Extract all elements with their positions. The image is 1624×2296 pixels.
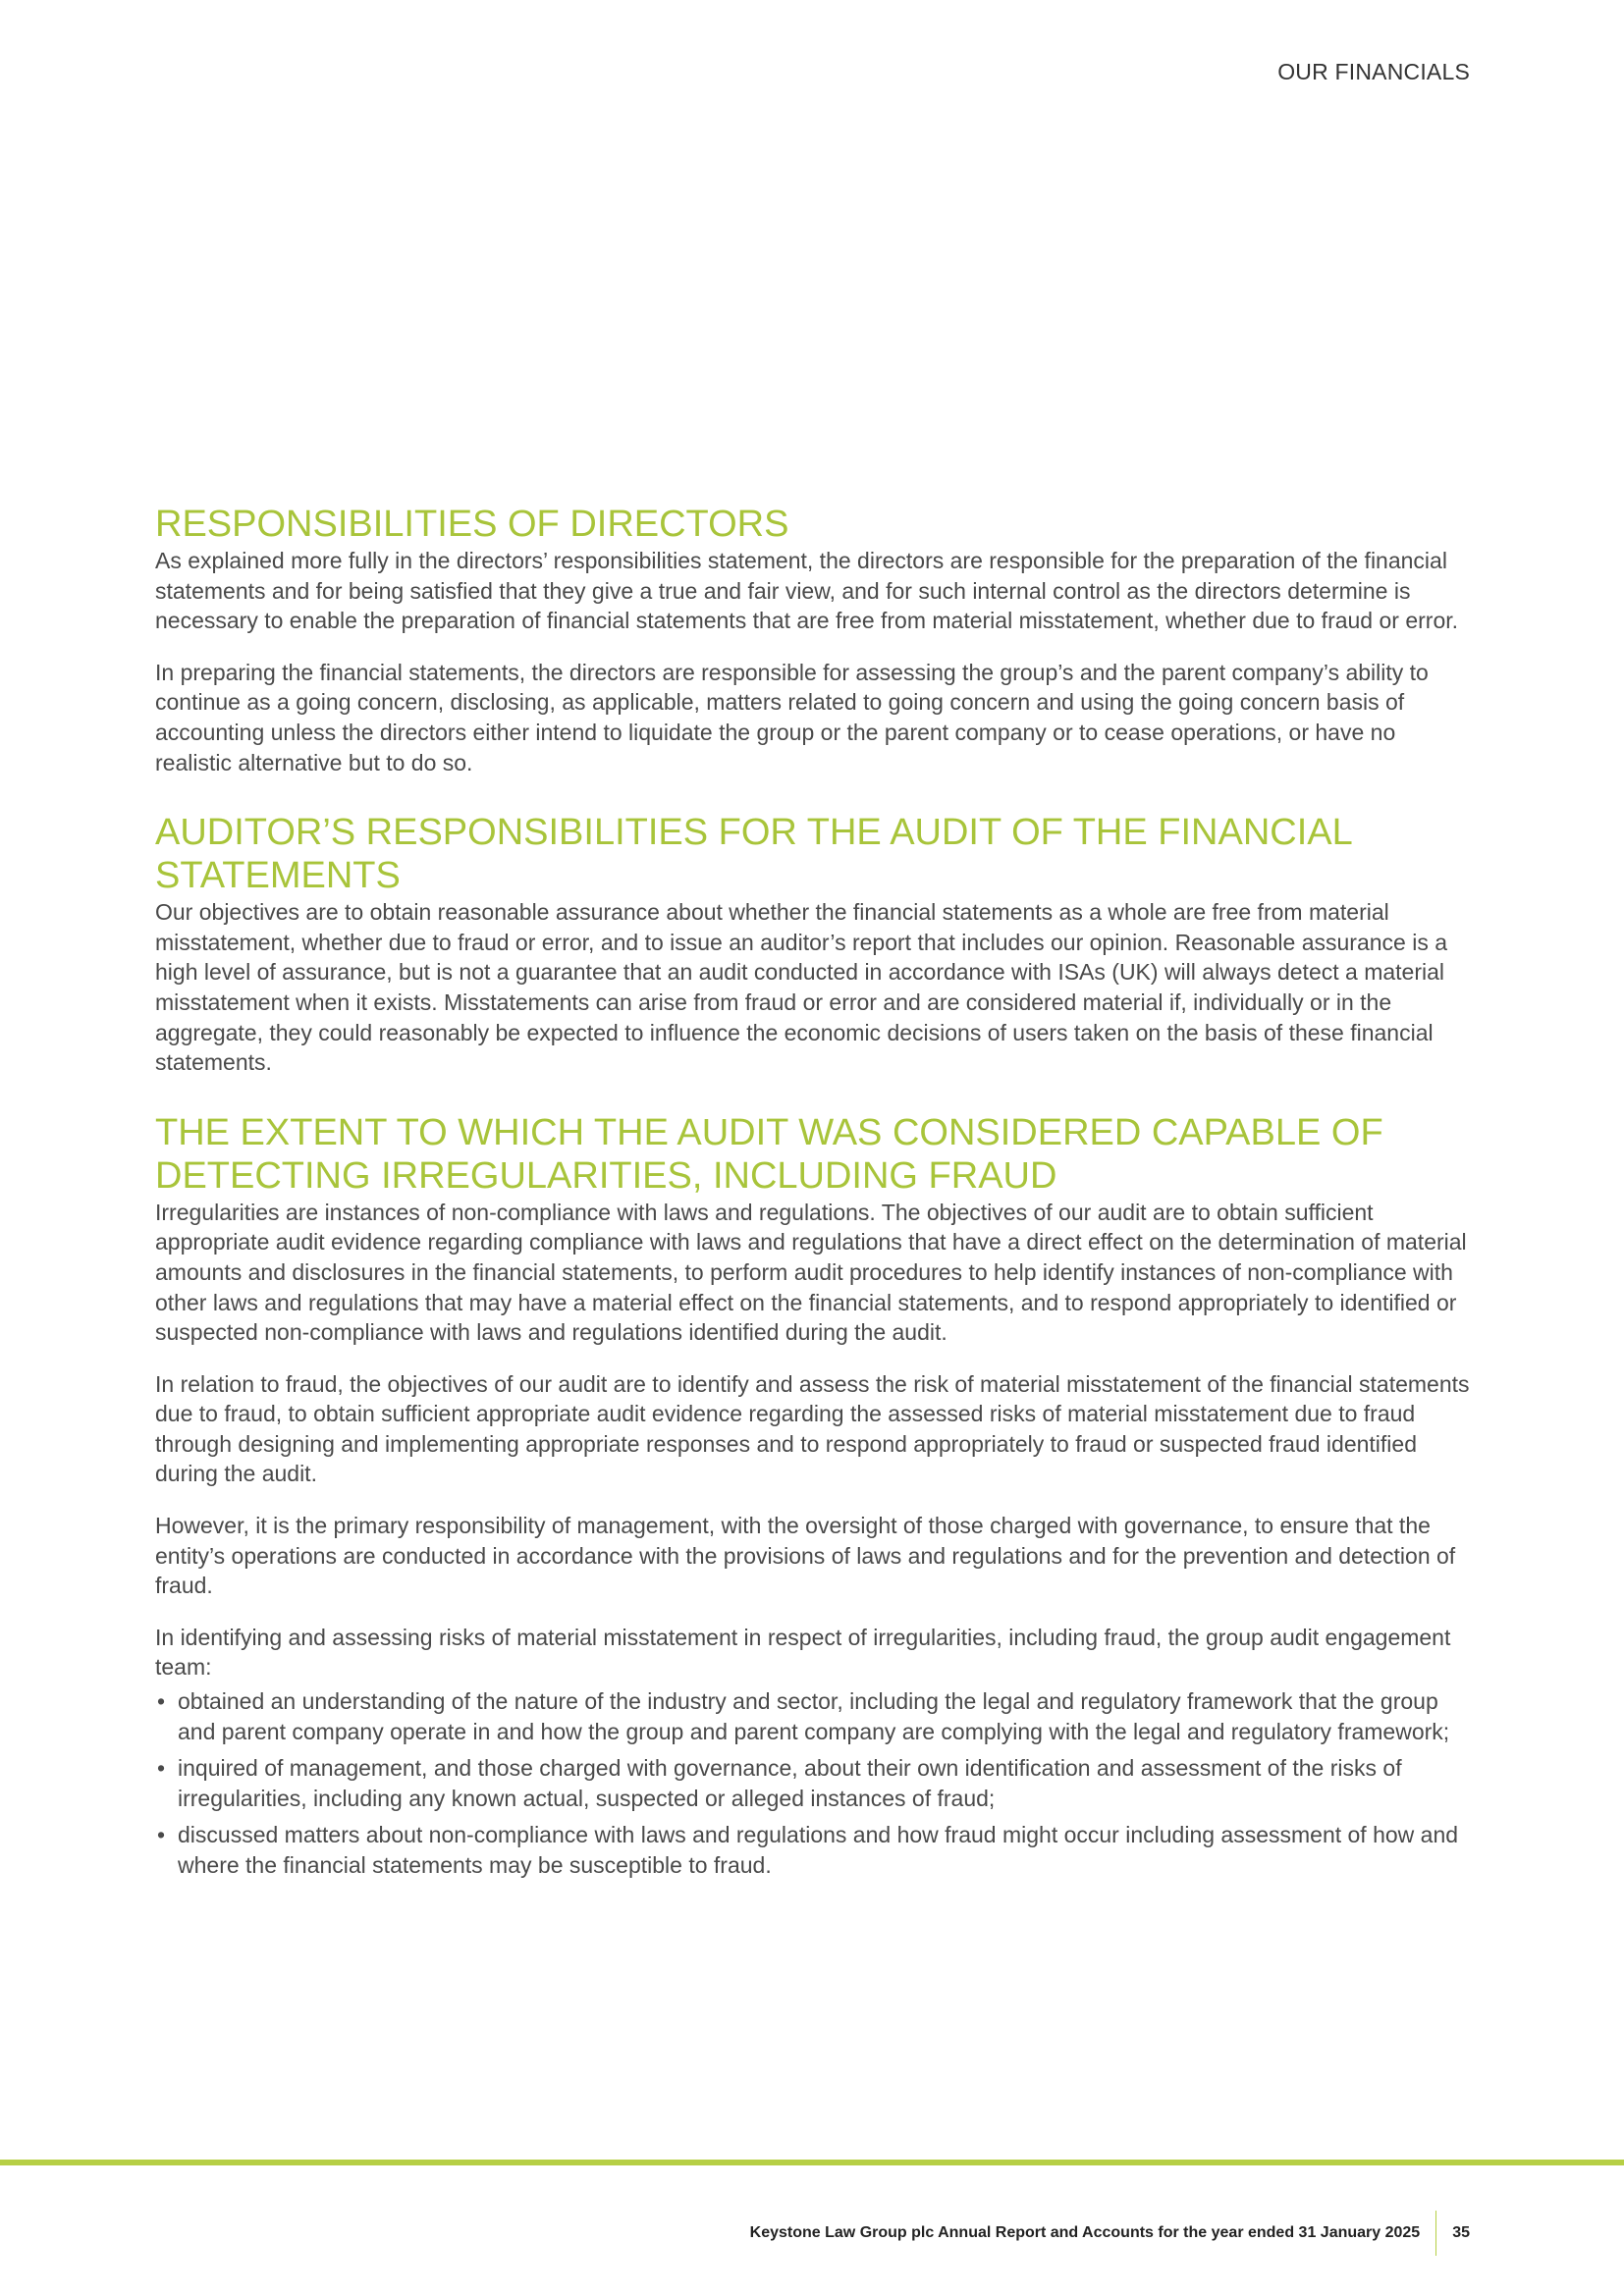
heading-irregularities-fraud: THE EXTENT TO WHICH THE AUDIT WAS CONSIDERED CAPABLE OF DETECTING IRREGULARITIES, INCLUDING FRAUD <box>155 1111 1383 1197</box>
footer-rule <box>0 2160 1624 2165</box>
bullet-icon: • <box>157 1688 166 1715</box>
list-item <box>155 1686 1471 1746</box>
paragraph: In preparing the financial statements, the directors are responsible for assessing the group’s and the parent company’s ability to continue as a going concern, disclosing, as applicable, matters related to going concern and using the going concern basis of accounting unless the directors either intend to liquidate the group or the parent company or to cease operations, or have no realistic alternative but to do so. <box>155 659 1429 775</box>
page-number: 35 <box>1452 2224 1470 2241</box>
heading-responsibilities-of-directors: RESPONSIBILITIES OF DIRECTORS <box>155 504 789 545</box>
list-item-text: inquired of management, and those charged with governance, about their own identification and assessment of the risks of irregularities, including any known actual, suspected or alleged instances of fraud; <box>178 1755 1402 1811</box>
bullet-list <box>155 1686 1471 1881</box>
paragraph: Irregularities are instances of non-compliance with laws and regulations. The objectives of our audit are to obtain sufficient appropriate audit evidence regarding compliance with laws and regulations that have a direct effect on the determination of material amounts and disclosures in the financial statements, to perform audit procedures to help identify instances of non-compliance with other laws and regulations that may have a material effect on the financial statements, and to respond appropriately to identified or suspected non-compliance with laws and regulations identified during the audit. <box>155 1199 1467 1346</box>
heading-auditors-responsibilities: AUDITOR’S RESPONSIBILITIES FOR THE AUDIT OF THE FINANCIAL STATEMENTS <box>155 812 1352 897</box>
page-footer <box>750 2211 1470 2256</box>
paragraph: However, it is the primary responsibility of management, with the oversight of those charged with governance, to ensure that the entity’s operations are conducted in accordance with the provisions of laws and regulations and for the prevention and detection of fraud. <box>155 1513 1456 1599</box>
paragraph: Our objectives are to obtain reasonable assurance about whether the financial statements as a whole are free from material misstatement, whether due to fraud or error, and to issue an auditor’s report that includes our opinion. Reasonable assurance is a high level of assurance, but is not a guarantee that an audit conducted in accordance with ISAs (UK) will always detect a material misstatement when it exists. Misstatements can arise from fraud or error and are considered material if, individually or in the aggregate, they could reasonably be expected to influence the economic decisions of users taken on the basis of these financial statements. <box>155 899 1448 1076</box>
footer-divider <box>1435 2211 1436 2256</box>
bullet-icon: • <box>157 1822 166 1848</box>
list-item <box>155 1820 1471 1880</box>
main-content <box>155 503 1471 1888</box>
section-label: OUR FINANCIALS <box>1277 59 1470 84</box>
paragraph: As explained more fully in the directors’ responsibilities statement, the directors are responsible for the preparation of the financial statements and for being satisfied that they give a true and fair view, and for such internal control as the directors determine is necessary to enable the preparation of financial statements that are free from material misstatement, whether due to fraud or error. <box>155 548 1459 634</box>
footer-report-title: Keystone Law Group plc Annual Report and Accounts for the year ended 31 January 2025 <box>749 2224 1421 2241</box>
bullet-icon: • <box>157 1755 166 1782</box>
paragraph: In relation to fraud, the objectives of our audit are to identify and assess the risk of material misstatement of the financial statements due to fraud, to obtain sufficient appropriate audit evidence regarding the assessed risks of material misstatement due to fraud through designing and implementing appropriate responses and to respond appropriately to fraud or suspected fraud identified during the audit. <box>155 1370 1470 1487</box>
list-item-text: discussed matters about non-compliance with laws and regulations and how fraud might occur including assessment of how and where the financial statements may be susceptible to fraud. <box>178 1822 1459 1878</box>
paragraph: In identifying and assessing risks of material misstatement in respect of irregularities, including fraud, the group audit engagement team: <box>155 1624 1451 1681</box>
list-item <box>155 1753 1471 1813</box>
list-item-text: obtained an understanding of the nature of the industry and sector, including the legal and regulatory framework that the group and parent company operate in and how the group and parent company are complying with the legal and regulatory framework; <box>178 1688 1450 1744</box>
